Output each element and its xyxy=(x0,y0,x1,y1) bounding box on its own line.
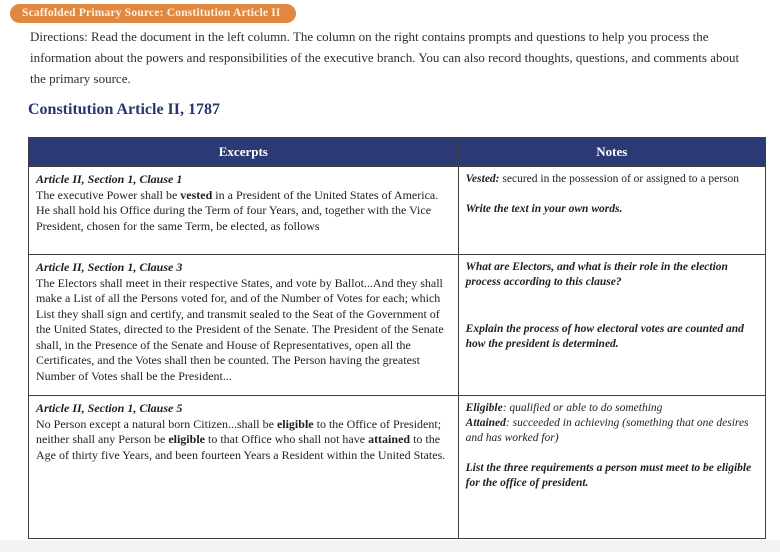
excerpt-cell-clause-3 xyxy=(29,255,459,396)
document-title: Constitution Article II, 1787 xyxy=(28,101,220,118)
clause-1-title: Article II, Section 1, Clause 1 xyxy=(36,172,183,186)
excerpt-cell-clause-1 xyxy=(29,167,459,255)
clause-3-title: Article II, Section 1, Clause 3 xyxy=(36,260,183,274)
electoral-votes-prompt: Explain the process of how electoral votes are counted and how the president is determined. xyxy=(465,323,744,350)
notes-cell-clause-3 xyxy=(458,255,765,396)
clause-5-title: Article II, Section 1, Clause 5 xyxy=(36,401,183,415)
column-header-notes: Notes xyxy=(458,138,765,167)
notes-cell-clause-1 xyxy=(458,167,765,255)
electors-role-question: What are Electors, and what is their role in the election process according to this clause? xyxy=(465,261,728,288)
table-row-clause-5 xyxy=(29,396,766,539)
worksheet-table xyxy=(28,137,766,539)
excerpt-cell-clause-5 xyxy=(29,396,459,539)
source-badge xyxy=(10,4,296,23)
directions-text: Directions: Read the document in the left column. The column on the right contains prompts and questions to help you process the information about the powers and responsibilities of the executive branch. You can also record thoughts, questions, and comments about the primary source. xyxy=(30,29,740,86)
table-header-row xyxy=(29,138,766,167)
vested-definition: Vested: secured in the possession of or assigned to a person xyxy=(465,173,740,185)
source-badge-label: Scaffolded Primary Source: Constitution Article II xyxy=(22,7,281,19)
eligible-definition: Eligible: qualified or able to do something xyxy=(465,402,663,414)
clause-1-excerpt-text: The executive Power shall be vested in a President of the United States of America. He shall hold his Office during the Term of four Years, and, together with the Vice President, chosen for the same Term, be elected, as follows xyxy=(36,187,439,233)
clause-5-excerpt-text: No Person except a natural born Citizen...shall be eligible to the Office of President; neither shall any Person be eligible to that Office who shall not have attained to the Age of thirty five Years, and been fourteen Years a Resident within the United States. xyxy=(36,416,446,462)
clause-3-excerpt-text: The Electors shall meet in their respective States, and vote by Ballot...And they shall make a List of all the Persons voted for, and of the Number of Votes for each; which List they shall sign and certify, and transmit sealed to the Seat of the Government of the United States, directed to the President of the Senate. The President of the Senate shall, in the Presence of the Senate and House of Representatives, open all the Certificates, and the Votes shall then be counted. The Person having the greatest Number of Votes shall be the President... xyxy=(36,275,444,383)
page-bottom-edge xyxy=(0,540,780,552)
table-row-clause-1 xyxy=(29,167,766,255)
table-row-clause-3 xyxy=(29,255,766,396)
column-header-excerpts: Excerpts xyxy=(29,138,459,167)
attained-definition: Attained: succeeded in achieving (something that one desires and has worked for) xyxy=(465,417,749,444)
three-requirements-prompt: List the three requirements a person must meet to be eligible for the office of president. xyxy=(465,462,752,489)
notes-cell-clause-5 xyxy=(458,396,765,539)
own-words-prompt: Write the text in your own words. xyxy=(465,203,623,215)
